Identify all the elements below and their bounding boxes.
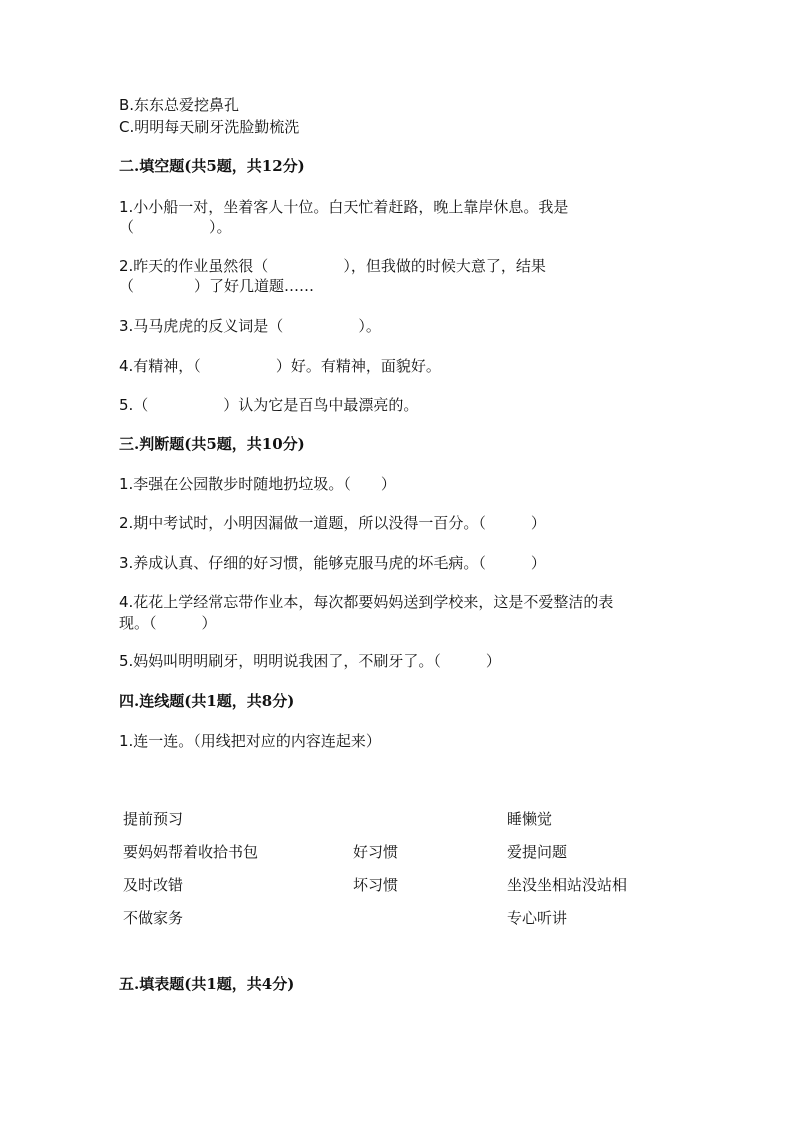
section2-q3: 3.马马虎虎的反义词是（ ）。 <box>119 317 381 335</box>
section5-title: 五.填表题(共1题，共4分) <box>119 975 295 993</box>
match-right-item: 坐没坐相站没站相 <box>507 876 628 894</box>
section2-q2-line2: （ ）了好几道题…… <box>119 277 315 295</box>
section4-title: 四.连线题(共1题，共8分) <box>119 692 295 710</box>
section2-q1-line1: 1.小小船一对，坐着客人十位。白天忙着赶路，晚上靠岸休息。我是 <box>119 198 569 216</box>
section2-q2-line1: 2.昨天的作业虽然很（ ），但我做的时候大意了，结果 <box>119 257 546 275</box>
match-right-item: 爱提问题 <box>507 843 568 861</box>
option-b: B.东东总爱挖鼻孔 <box>119 96 240 114</box>
option-c: C.明明每天刷牙洗脸勤梳洗 <box>119 118 300 136</box>
match-left-item: 及时改错 <box>123 876 184 894</box>
match-left-item: 提前预习 <box>123 810 184 828</box>
section3-q3: 3.养成认真、仔细的好习惯，能够克服马虎的坏毛病。（ ） <box>119 554 546 572</box>
section2-q5: 5.（ ）认为它是百鸟中最漂亮的。 <box>119 396 419 414</box>
section4-q1: 1.连一连。（用线把对应的内容连起来） <box>119 732 381 750</box>
section3-q4-line1: 4.花花上学经常忘带作业本，每次都要妈妈送到学校来，这是不爱整洁的表 <box>119 593 614 611</box>
section2-q4: 4.有精神，（ ）好。有精神，面貌好。 <box>119 357 441 375</box>
match-right-item: 睡懒觉 <box>507 810 553 828</box>
section3-q1: 1.李强在公园散步时随地扔垃圾。（ ） <box>119 475 396 493</box>
match-left-item: 要妈妈帮着收拾书包 <box>123 843 259 861</box>
section2-q1-line2: （ ）。 <box>119 218 232 236</box>
section3-q5: 5.妈妈叫明明刷牙，明明说我困了，不刷牙了。（ ） <box>119 652 501 670</box>
section3-q4-line2: 现。（ ） <box>119 614 217 632</box>
match-middle-item: 好习惯 <box>353 843 399 861</box>
match-middle-item: 坏习惯 <box>353 876 399 894</box>
section3-q2: 2.期中考试时，小明因漏做一道题，所以没得一百分。（ ） <box>119 514 546 532</box>
match-right-item: 专心听讲 <box>507 909 568 927</box>
section3-title: 三.判断题(共5题，共10分) <box>119 435 305 453</box>
section2-title: 二.填空题(共5题，共12分) <box>119 157 305 175</box>
match-left-item: 不做家务 <box>123 909 184 927</box>
